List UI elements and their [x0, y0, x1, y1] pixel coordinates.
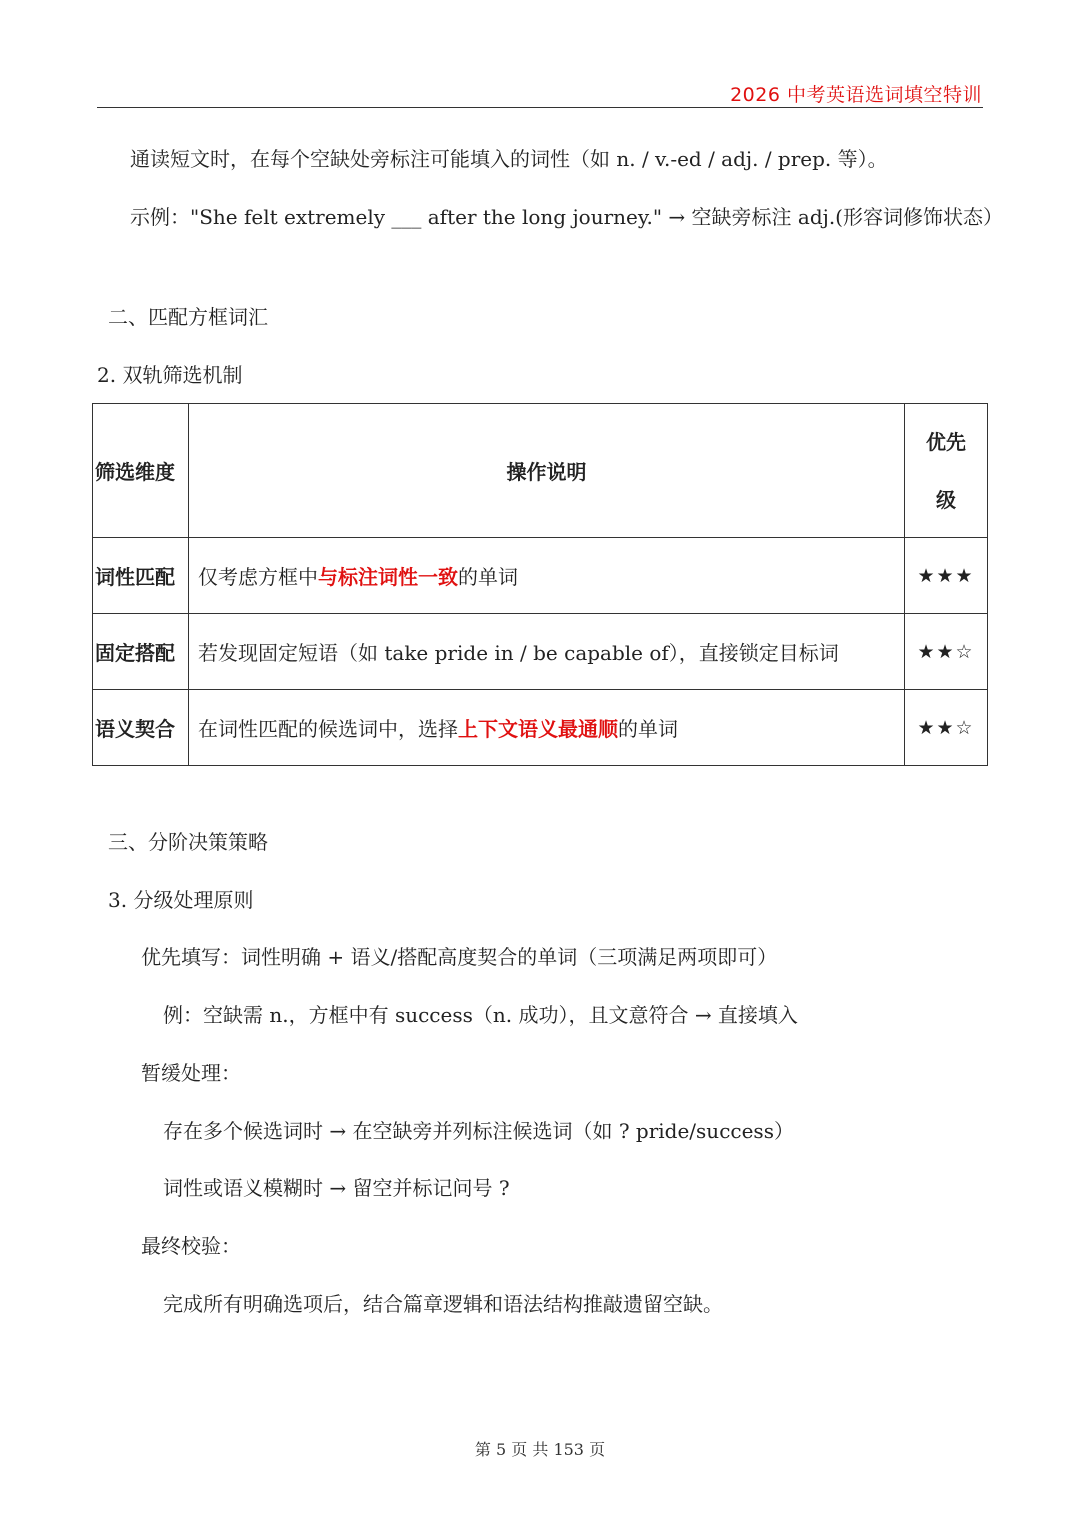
- priority-fill-example: 例：空缺需 n.，方框中有 success（n. 成功），且文意符合 → 直接填入: [163, 1003, 798, 1027]
- desc-text: 在词性匹配的候选词中，选择: [198, 717, 458, 741]
- defer-rule-2: 词性或语义模糊时 → 留空并标记问号 ?: [163, 1176, 510, 1200]
- section-3-subtitle: 3. 分级处理原则: [108, 888, 254, 912]
- priority-fill-rule: 优先填写：词性明确 + 语义/搭配高度契合的单词（三项满足两项即可）: [141, 945, 778, 969]
- filter-table: [92, 403, 988, 766]
- header-priority-bottom: 级: [936, 487, 956, 512]
- table-row: [93, 690, 988, 766]
- header-operation: 操作说明: [189, 404, 905, 538]
- table-header-row: [93, 404, 988, 538]
- page-footer: 第 5 页 共 153 页: [474, 1440, 606, 1459]
- desc-text: 若发现固定短语（如 take pride in / be capable of），直接锁定目标词: [198, 641, 839, 665]
- intro-line-1: 通读短文时，在每个空缺处旁标注可能填入的词性（如 n. / v.-ed / adj. / prep. 等）。: [130, 147, 888, 171]
- row-priority-stars: ★★☆: [905, 690, 988, 766]
- header-dimension: 筛选维度: [93, 404, 189, 538]
- desc-highlight: 上下文语义最通顺: [458, 717, 618, 741]
- row-priority-stars: ★★★: [905, 538, 988, 614]
- final-check-title: 最终校验：: [141, 1234, 241, 1258]
- section-2-subtitle: 2. 双轨筛选机制: [97, 363, 243, 387]
- row-dimension: 词性匹配: [93, 538, 189, 614]
- section-3-title: 三、分阶决策策略: [108, 830, 268, 854]
- desc-text: 的单词: [458, 565, 518, 589]
- defer-rule-1: 存在多个候选词时 → 在空缺旁并列标注候选词（如 ? pride/success）: [163, 1119, 794, 1143]
- header-priority: [905, 404, 988, 538]
- header-rule: [97, 107, 983, 108]
- header-title: 2026 中考英语选词填空特训: [730, 84, 982, 106]
- row-priority-stars: ★★☆: [905, 614, 988, 690]
- header-priority-top: 优先: [926, 429, 966, 454]
- row-dimension: 语义契合: [93, 690, 189, 766]
- defer-title: 暂缓处理：: [141, 1061, 241, 1085]
- desc-highlight: 与标注词性一致: [318, 565, 458, 589]
- desc-text: 仅考虑方框中: [198, 565, 318, 589]
- table-row: [93, 538, 988, 614]
- row-description: [189, 538, 905, 614]
- intro-example: 示例："She felt extremely ___ after the long journey." → 空缺旁标注 adj.(形容词修饰状态）: [130, 205, 1003, 229]
- final-check-text: 完成所有明确选项后，结合篇章逻辑和语法结构推敲遗留空缺。: [163, 1292, 723, 1316]
- section-2-title: 二、匹配方框词汇: [108, 305, 268, 329]
- row-dimension: 固定搭配: [93, 614, 189, 690]
- table-row: [93, 614, 988, 690]
- row-description: [189, 614, 905, 690]
- row-description: [189, 690, 905, 766]
- desc-text: 的单词: [618, 717, 678, 741]
